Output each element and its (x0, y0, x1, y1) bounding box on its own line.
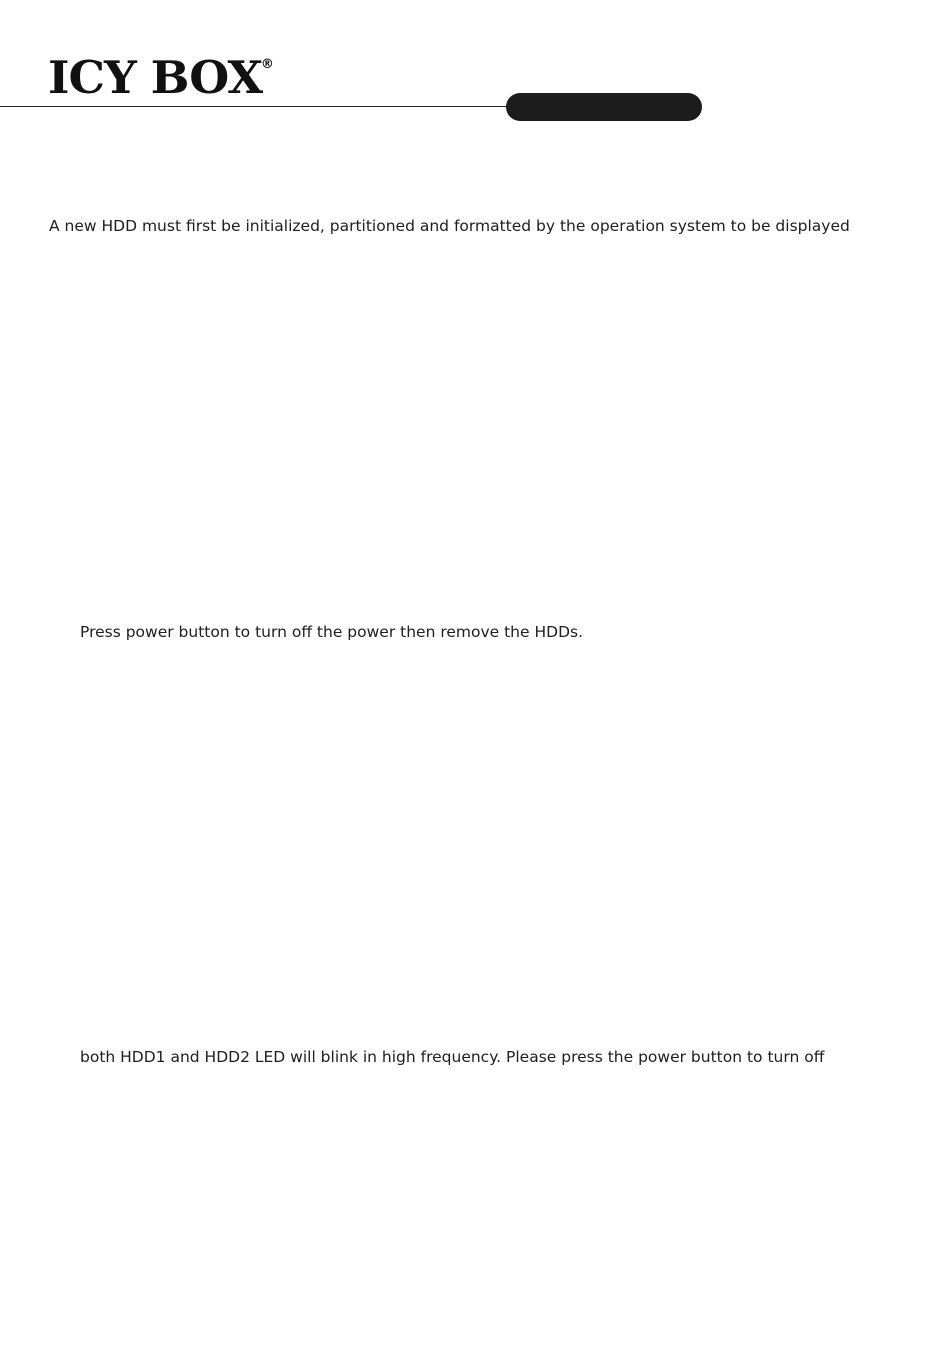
paragraph-initialize-hdd: A new HDD must first be initialized, partitioned and formatted by the operation system to be displayed (49, 217, 850, 235)
paragraph-remove-hdds: Press power button to turn off the power then remove the HDDs. (80, 623, 584, 641)
header-divider (0, 106, 512, 107)
brand-logo-text: ICY BOX (48, 51, 263, 104)
paragraph-led-blink: both HDD1 and HDD2 LED will blink in high frequency. Please press the power button to turn off (80, 1048, 825, 1066)
registered-mark: ® (260, 57, 274, 72)
brand-logo (48, 51, 274, 104)
header-section-tab (506, 93, 702, 121)
